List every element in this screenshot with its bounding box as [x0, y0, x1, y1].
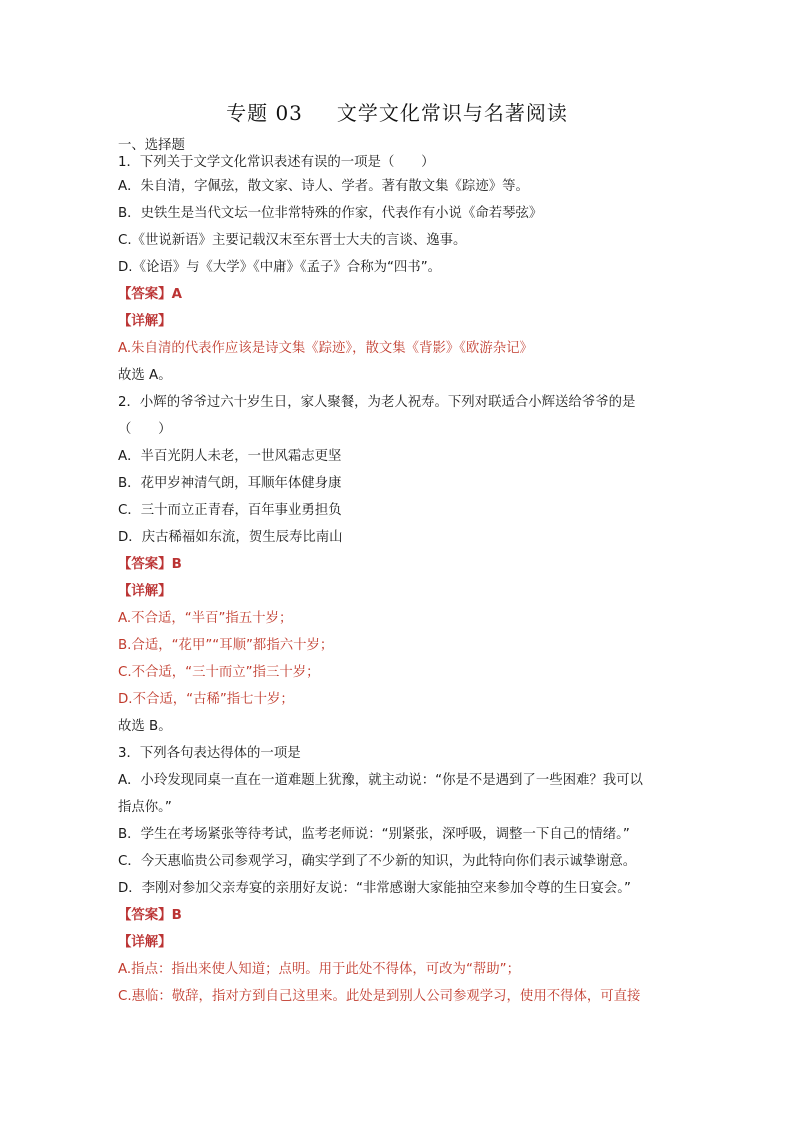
q3-option-c: C．今天惠临贵公司参观学习，确实学到了不少新的知识，为此特向你们表示诚挚谢意。 [118, 854, 637, 869]
title-topic-number: 专题 03 [226, 101, 303, 125]
q3-answer [118, 902, 684, 929]
q2-option-c: C．三十而立正青春，百年事业勇担负 [118, 503, 342, 518]
q1-option-c: C.《世说新语》主要记载汉末至东晋士大夫的言谈、逸事。 [118, 233, 467, 248]
q2-option-d: D．庆古稀福如东流，贺生辰寿比南山 [118, 530, 343, 545]
q2-detail-line-3: C.不合适，“三十而立”指三十岁； [118, 665, 320, 680]
title-topic-name: 文学文化常识与名著阅读 [336, 101, 568, 125]
q2-answer [118, 551, 684, 578]
q2-answer-value: B [171, 557, 182, 572]
q1-answer-value: A [171, 287, 182, 302]
q2-stem-line-1: 2．小辉的爷爷过六十岁生日，家人聚餐，为老人祝寿。下列对联适合小辉送给爷爷的是 [118, 395, 636, 410]
q2-option-a: A．半百光阴人未老，一世风霜志更坚 [118, 449, 342, 464]
q2-stem-line-2: （ ） [118, 422, 172, 437]
page-title [0, 97, 794, 126]
q3-stem: 3．下列各句表达得体的一项是 [118, 746, 301, 761]
q3-detail-tag: 【详解】 [118, 935, 172, 950]
q3-detail-line-1: A.指点：指出来使人知道；点明。用于此处不得体，可改为“帮助”； [118, 962, 520, 977]
q1-detail-tag: 【详解】 [118, 314, 172, 329]
q1-answer-tag: 【答案】 [118, 287, 172, 302]
q2-conclusion: 故选 B。 [118, 719, 172, 734]
q1-option-d: D.《论语》与《大学》《中庸》《孟子》合称为“四书”。 [118, 260, 442, 275]
q2-answer-tag: 【答案】 [118, 557, 172, 572]
q2-detail-line-1: A.不合适，“半百”指五十岁； [118, 611, 293, 626]
q3-answer-value: B [171, 908, 182, 923]
q1-stem: 1．下列关于文学文化常识表述有误的一项是（ ） [118, 155, 435, 170]
q3-option-d: D．李刚对参加父亲寿宴的亲朋好友说：“非常感谢大家能抽空来参加令尊的生日宴会。” [118, 881, 631, 896]
question-list [118, 137, 684, 1010]
q3-answer-tag: 【答案】 [118, 908, 172, 923]
q2-option-b: B．花甲岁神清气朗，耳顺年体健身康 [118, 476, 342, 491]
q2-detail-tag: 【详解】 [118, 584, 172, 599]
q1-answer [118, 281, 684, 308]
section-heading: 一、选择题 [118, 138, 185, 153]
q3-option-a-line-1: A．小玲发现同桌一直在一道难题上犹豫，就主动说：“你是不是遇到了一些困难？我可以 [118, 773, 643, 788]
q1-option-b: B．史铁生是当代文坛一位非常特殊的作家，代表作有小说《命若琴弦》 [118, 206, 543, 221]
q1-option-a: A．朱自清，字佩弦，散文家、诗人、学者。著有散文集《踪迹》等。 [118, 179, 529, 194]
q3-option-b: B．学生在考场紧张等待考试，监考老师说：“别紧张，深呼吸，调整一下自己的情绪。” [118, 827, 630, 842]
q1-detail-line: A.朱自清的代表作应该是诗文集《踪迹》，散文集《背影》《欧游杂记》 [118, 341, 533, 356]
q1-conclusion: 故选 A。 [118, 368, 172, 383]
q3-option-a-line-2: 指点你。” [118, 800, 172, 815]
q3-detail-line-2: C.惠临：敬辞，指对方到自己这里来。此处是到别人公司参观学习，使用不得体，可直接 [118, 989, 641, 1004]
q2-detail-line-4: D.不合适，“古稀”指七十岁； [118, 692, 294, 707]
q2-detail-line-2: B.合适，“花甲”“耳顺”都指六十岁； [118, 638, 334, 653]
